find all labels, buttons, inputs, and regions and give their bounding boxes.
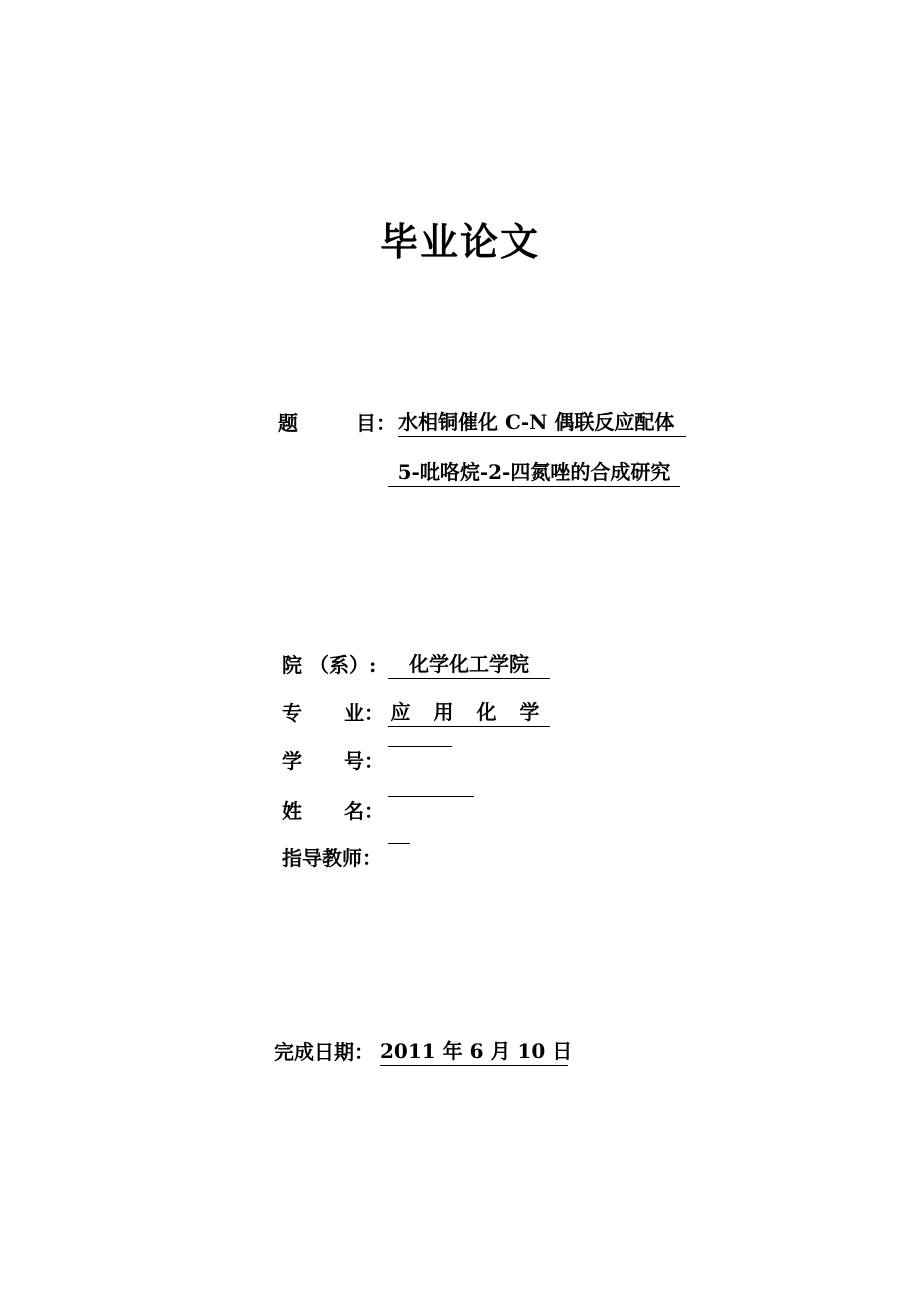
topic-label-char2: 目：: [356, 411, 396, 435]
name-value: [388, 796, 474, 797]
college-label: 院 （系）:: [282, 653, 377, 677]
major-label-char1: 专: [282, 701, 302, 725]
name-label-char2: 名：: [344, 799, 384, 823]
college-value: 化学化工学院: [388, 650, 550, 679]
document-title: 毕业论文: [379, 219, 540, 264]
student-id-value: [388, 746, 452, 747]
advisor-label: 指导教师：: [282, 846, 382, 870]
advisor-value: [388, 843, 410, 844]
major-label-char2: 业：: [344, 701, 384, 725]
topic-label-char1: 题: [278, 411, 298, 435]
completion-date-label: 完成日期：: [274, 1040, 374, 1064]
topic-line-1: 水相铜催化 C-N 偶联反应配体: [398, 408, 686, 437]
student-id-label-char1: 学: [282, 749, 302, 773]
student-id-label-char2: 号：: [344, 749, 384, 773]
topic-line-2: 5-吡咯烷-2-四氮唑的合成研究: [388, 458, 680, 487]
completion-date-value: 2011 年 6 月 10 日: [380, 1037, 568, 1066]
major-value: 应 用 化 学: [388, 698, 550, 727]
name-label-char1: 姓: [282, 799, 302, 823]
